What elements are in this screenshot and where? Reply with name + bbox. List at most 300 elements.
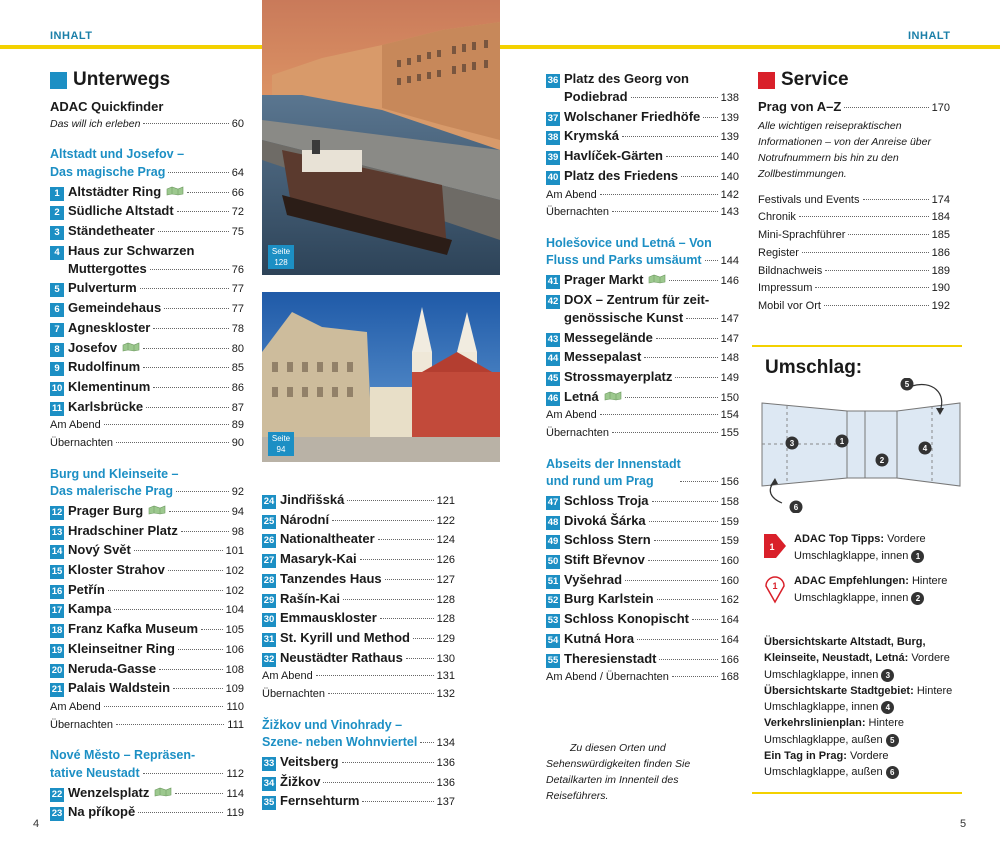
toc-entry-title: Nationaltheater [280, 531, 375, 547]
chapter-heading-row[interactable] [50, 164, 244, 183]
sight-number-badge: 55 [547, 654, 559, 666]
map-legend-item [764, 715, 959, 748]
toc-entry[interactable] [50, 116, 244, 134]
toc-entry-title: Mini-Sprachführer [758, 229, 846, 242]
toc-entry-page: 111 [227, 718, 244, 731]
toc-entry-title: Nový Svět [68, 542, 131, 558]
chapter-heading: Das malerische Prag [50, 484, 173, 499]
toc-entry[interactable] [50, 581, 244, 601]
toc-entry-page: 185 [931, 229, 950, 242]
toc-entry-title: Bildnachweis [758, 264, 823, 277]
toc-entry-title: Muttergottes [68, 260, 147, 276]
toc-entry-title: Haus zur Schwarzen [68, 242, 195, 258]
toc-entry-page: 121 [436, 495, 455, 507]
toc-entry-title: Impressum [758, 282, 813, 295]
map-icon [154, 786, 172, 796]
toc-entry-title: Am Abend [262, 670, 313, 683]
toc-entry-title: Veitsberg [280, 753, 339, 769]
chapter-heading[interactable]: Žižkov und Vinohrady – [262, 717, 403, 732]
toc-entry[interactable] [50, 522, 244, 542]
toc-list-nove [50, 784, 244, 823]
sight-number-badge: 38 [547, 132, 559, 144]
toc-entry[interactable] [758, 280, 950, 298]
toc-entry-page: 77 [231, 283, 244, 296]
toc-entry-title: Übernachten [546, 427, 609, 440]
toc-entry[interactable] [758, 245, 950, 263]
toc-entry[interactable] [546, 669, 739, 687]
toc-entry-page: 159 [720, 535, 739, 548]
sight-number-badge: 19 [51, 644, 63, 656]
toc-entry-page: 168 [720, 671, 739, 684]
toc-entry-page: 112 [226, 767, 244, 780]
toc-entry-page: 144 [720, 255, 739, 268]
diagram-marker: 1 [839, 437, 845, 446]
toc-entry[interactable] [546, 291, 739, 309]
toc-entry[interactable] [546, 147, 739, 167]
toc-entry[interactable] [50, 600, 244, 620]
toc-entry-page: 189 [931, 264, 950, 277]
toc-entry-title: Klementinum [68, 378, 151, 394]
toc-entry[interactable] [262, 668, 455, 686]
toc-entry[interactable] [262, 590, 455, 610]
svg-text:1: 1 [769, 542, 775, 552]
photo-prague-castle [262, 292, 500, 462]
toc-entry[interactable] [50, 242, 244, 260]
page-number-left: 4 [33, 818, 40, 830]
toc-entry[interactable] [546, 630, 739, 650]
chapter-heading-row[interactable] [546, 473, 739, 492]
toc-entry[interactable] [50, 339, 244, 359]
toc-entry-title: Národní [280, 511, 330, 527]
cover-fold-diagram [752, 378, 962, 513]
legend-label: Ein Tag in Prag: [764, 750, 850, 763]
toc-entry[interactable] [50, 541, 244, 561]
toc-entry-title: Schloss Stern [564, 532, 651, 548]
toc-entry-title: Südliche Altstadt [68, 203, 174, 219]
sight-number-badge: 15 [51, 566, 63, 578]
toc-entry-page: 192 [931, 299, 950, 312]
chapter-heading[interactable]: Nové Město – Repräsen- [50, 748, 196, 763]
toc-entry-title: Na příkopě [68, 804, 136, 820]
toc-entry-title: Josefov [68, 339, 118, 355]
toc-entry-title: Das will ich erleben [50, 117, 141, 130]
toc-entry-page: 106 [225, 643, 244, 656]
toc-entry[interactable] [50, 398, 244, 418]
map-icon [648, 273, 666, 283]
sight-number-badge: 25 [263, 515, 275, 527]
toc-entry-title: Am Abend [546, 188, 597, 201]
sight-number-badge: 48 [547, 516, 559, 528]
legend-label: Verkehrslinienplan: [764, 717, 869, 730]
toc-entry[interactable] [50, 222, 244, 242]
toc-entry[interactable] [546, 329, 739, 349]
sight-number-badge: 41 [547, 276, 559, 288]
toc-entry-title: Pulverturm [68, 280, 137, 296]
toc-entry[interactable] [546, 425, 739, 443]
map-icon [148, 504, 166, 514]
toc-entry-page: 155 [720, 427, 739, 440]
section-title: Unterwegs [73, 69, 171, 90]
toc-entry[interactable] [546, 610, 739, 630]
toc-entry-page: 166 [720, 653, 739, 666]
toc-entry[interactable] [546, 348, 739, 368]
svg-text:1: 1 [772, 581, 778, 591]
toc-entry-title: Ständetheater [68, 223, 155, 239]
sight-number-badge: 44 [547, 353, 559, 365]
toc-entry[interactable] [262, 753, 455, 773]
toc-entry-page: 132 [436, 688, 455, 701]
toc-entry-title: Gemeindehaus [68, 300, 162, 316]
toc-entry-page: 146 [720, 275, 739, 288]
diagram-marker: 5 [904, 380, 910, 389]
toc-entry-title: Rudolfinum [68, 359, 141, 375]
toc-entry[interactable] [50, 319, 244, 339]
toc-entry[interactable] [50, 803, 244, 823]
toc-entry-page: 90 [231, 437, 244, 450]
sight-number-badge: 18 [51, 625, 63, 637]
toc-entry[interactable] [50, 299, 244, 319]
toc-list-abseits [546, 492, 739, 669]
toc-entry-title: Vyšehrad [564, 571, 623, 587]
toc-entry-title: Platz des Georg von [564, 71, 689, 86]
badge-icon: 1 [911, 550, 924, 563]
map-legend-item [764, 634, 959, 683]
toc-entry-page: 86 [231, 381, 244, 394]
toc-entry-page: 76 [231, 263, 244, 276]
toc-entry-title: Mobil vor Ort [758, 299, 821, 312]
toc-entry-title: Fernsehturm [280, 793, 360, 809]
toc-entry[interactable] [546, 70, 739, 88]
toc-entry-title: Petřín [68, 581, 105, 597]
toc-entry-title: Übernachten [262, 688, 325, 701]
toc-entry-title: Kloster Strahov [68, 562, 165, 578]
sight-number-badge: 33 [263, 757, 275, 769]
toc-entry[interactable] [50, 378, 244, 398]
sight-number-badge: 12 [51, 506, 63, 518]
map-icon [659, 475, 677, 485]
toc-entry-title: Wenzelsplatz [68, 784, 150, 800]
toc-entry-title: Havlíček-Gärten [564, 148, 663, 164]
sight-number-badge: 13 [51, 526, 63, 538]
quickfinder-title: ADAC Quickfinder [50, 99, 164, 114]
toc-entry-title: Jindřišská [280, 492, 345, 507]
toc-entry[interactable] [546, 271, 739, 291]
toc-entry[interactable] [262, 491, 455, 511]
map-legend-item [764, 748, 959, 781]
sight-number-badge: 52 [547, 595, 559, 607]
diagram-marker: 3 [789, 439, 795, 448]
toc-entry-page: 147 [720, 312, 739, 325]
toc-entry-title: Agneskloster [68, 319, 151, 335]
toc-entry-title: Kleinseitner Ring [68, 640, 175, 656]
toc-entry[interactable] [50, 435, 244, 453]
map-icon [604, 390, 622, 400]
diagram-marker: 6 [793, 503, 799, 512]
legend-text: Vordere Umschlagklappe, außen [764, 750, 889, 779]
toc-entry[interactable] [262, 649, 455, 669]
chapter-heading[interactable]: Abseits der Innenstadt [546, 456, 681, 471]
chapter-heading: und rund um Prag [546, 474, 654, 489]
toc-entry-title: Neruda-Gasse [68, 660, 157, 676]
toc-entry[interactable] [50, 183, 244, 203]
toc-column-1 [50, 68, 244, 823]
toc-entry-title: Divoká Šárka [564, 512, 646, 528]
sight-number-badge: 42 [547, 295, 559, 307]
page-ref-badge: Seite 94 [268, 432, 294, 456]
toc-entry-page: 140 [720, 170, 739, 183]
badge-icon: 3 [881, 669, 894, 682]
toc-entry[interactable] [50, 502, 244, 522]
toc-entry[interactable] [546, 650, 739, 670]
sight-number-badge: 17 [51, 605, 63, 617]
toc-entry[interactable] [546, 204, 739, 222]
legend-text: Hintere Umschlagklappe, innen [794, 575, 948, 604]
toc-entry[interactable] [546, 88, 739, 108]
toc-entry[interactable] [50, 717, 244, 735]
toc-entry-title: Am Abend [50, 700, 101, 713]
toc-entry-page: 108 [225, 663, 244, 676]
page-number-right: 5 [960, 818, 967, 830]
toc-entry-title: Podiebrad [564, 89, 628, 104]
toc-entry-page: 128 [436, 613, 455, 626]
toc-entry-title: Am Abend [50, 419, 101, 432]
page-ref-badge: Seite 128 [268, 245, 294, 269]
toc-column-service [758, 68, 950, 316]
map-legend-list [764, 634, 959, 781]
sight-number-badge: 36 [547, 75, 559, 86]
sight-number-badge: 6 [50, 303, 64, 317]
toc-list-zizkov [262, 753, 455, 812]
toc-entry-page: 104 [225, 604, 244, 617]
legend-empfehlungen [764, 573, 964, 607]
chapter-heading-row[interactable] [546, 252, 739, 271]
toc-entry[interactable] [262, 609, 455, 629]
toc-entry-page: 98 [231, 525, 244, 538]
toc-entry-page: 170 [931, 102, 950, 114]
chapter-heading[interactable]: Altstadt und Josefov – [50, 147, 185, 162]
toc-list-holesovice [546, 271, 739, 407]
map-note [546, 740, 736, 804]
chapter-heading-row[interactable] [50, 483, 244, 502]
embankment-illustration [262, 0, 500, 275]
toc-entry[interactable] [758, 263, 950, 281]
sight-number-badge: 22 [51, 788, 63, 800]
toc-entry-page: 127 [436, 573, 455, 586]
toc-entry-title: Burg Karlstein [564, 591, 654, 607]
toc-entry[interactable] [546, 590, 739, 610]
toc-entry-page: 174 [931, 193, 950, 206]
toc-entry-page: 150 [720, 391, 739, 404]
legend-label: ADAC Empfehlungen: [794, 575, 909, 587]
toc-entry[interactable] [50, 417, 244, 435]
toc-entry-page: 162 [720, 594, 739, 607]
toc-entry[interactable] [262, 686, 455, 704]
chapter-heading: Szene- neben Wohnviertel [262, 735, 418, 750]
toc-entry[interactable] [50, 784, 244, 804]
chapter-heading[interactable]: Holešovice und Letná – Von [546, 235, 712, 250]
toc-entry-title: Strossmayerplatz [564, 368, 673, 384]
sight-number-badge: 11 [51, 402, 63, 414]
sight-number-badge: 47 [547, 496, 559, 508]
toc-entry-page: 129 [436, 632, 455, 645]
toc-entry-page: 136 [436, 776, 455, 789]
toc-entry-title: Festivals und Events [758, 193, 860, 206]
sight-number-badge: 51 [547, 575, 559, 587]
toc-entry[interactable] [50, 279, 244, 299]
toc-entry[interactable] [758, 98, 950, 118]
toc-entry[interactable] [758, 298, 950, 316]
header-rule-left [0, 45, 262, 49]
chapter-heading-row[interactable] [262, 734, 455, 753]
toc-entry-title: DOX – Zentrum für zeit- [564, 291, 710, 307]
toc-entry-title: Kutná Hora [564, 630, 635, 646]
toc-entry[interactable] [546, 531, 739, 551]
toc-entry[interactable] [50, 260, 244, 280]
photo-moldau-embankment [262, 0, 500, 275]
toc-entry-title: Am Abend [546, 409, 597, 422]
toc-entry[interactable] [262, 773, 455, 793]
chapter-heading: tative Neustadt [50, 765, 140, 780]
toc-entry[interactable] [546, 407, 739, 425]
header-label-right: INHALT [908, 30, 951, 42]
toc-entry-page: 142 [720, 188, 739, 201]
toc-entry[interactable] [50, 640, 244, 660]
toc-entry-page: 139 [720, 111, 739, 124]
sight-number-badge: 53 [547, 615, 559, 627]
toc-entry-title: Letná [564, 388, 599, 404]
toc-entry[interactable] [50, 679, 244, 699]
sight-number-badge: 9 [50, 362, 64, 376]
toc-entry-page: 164 [720, 633, 739, 646]
sight-number-badge: 5 [50, 283, 64, 297]
toc-entry-page: 164 [720, 614, 739, 627]
umschlag-title: Umschlag: [765, 357, 863, 378]
legend-text: Hintere Umschlagklappe, außen [764, 717, 905, 746]
toc-entry-title: Franz Kafka Museum [68, 621, 199, 637]
toc-entry[interactable] [546, 127, 739, 147]
toc-entry[interactable] [262, 530, 455, 550]
toc-entry[interactable] [546, 571, 739, 591]
toc-entry[interactable] [546, 388, 739, 408]
toc-entry[interactable] [50, 202, 244, 222]
umschlag-rule-top [752, 345, 962, 347]
toc-entry-title: Rašín-Kai [280, 590, 340, 606]
toc-entry[interactable] [546, 492, 739, 512]
toc-entry-page: 101 [225, 545, 244, 558]
sight-number-badge: 23 [51, 808, 63, 820]
toc-entry[interactable] [50, 660, 244, 680]
section-heading-service [758, 68, 950, 92]
toc-entry[interactable] [546, 187, 739, 205]
toc-entry-page: 160 [720, 555, 739, 568]
chapter-heading: Das magische Prag [50, 164, 166, 179]
sight-number-badge: 8 [50, 343, 64, 357]
toc-entry-page: 131 [436, 670, 455, 683]
toc-entry[interactable] [262, 511, 455, 531]
legend-text: Vordere Umschlagklappe, innen [794, 533, 926, 562]
toc-entry-title: Schloss Konopischt [564, 611, 689, 627]
prag-description: Alle wichtigen reisepraktischen Informationen – von der Anreise über Notrufnummern bis hin zu den Zollbestimmungen. [758, 119, 931, 180]
sight-number-badge: 10 [51, 382, 63, 394]
toc-entry-title: Register [758, 246, 799, 259]
toc-entry[interactable] [758, 192, 950, 210]
toc-entry[interactable] [546, 551, 739, 571]
map-icon [166, 185, 184, 195]
toc-entry[interactable] [262, 629, 455, 649]
toc-entry-title: Žižkov [280, 773, 321, 789]
toc-entry[interactable] [50, 358, 244, 378]
toc-entry[interactable] [50, 699, 244, 717]
chapter-heading[interactable]: Burg und Kleinseite – [50, 466, 179, 481]
toc-entry[interactable] [262, 570, 455, 590]
toc-entry-title: Palais Waldstein [68, 680, 171, 696]
toc-entry-page: 138 [720, 92, 739, 104]
toc-entry-page: 78 [231, 322, 244, 335]
toc-entry[interactable] [546, 309, 739, 329]
toc-entry-page: 77 [231, 303, 244, 316]
toc-entry[interactable] [546, 512, 739, 532]
chapter-heading-row[interactable] [50, 765, 244, 784]
legend-label: Übersichtskarte Stadtgebiet: [764, 684, 917, 697]
toc-entry[interactable] [546, 368, 739, 388]
toc-entry[interactable] [262, 550, 455, 570]
toc-entry-title: Krymská [564, 128, 619, 144]
sight-number-badge: 1 [50, 187, 64, 201]
toc-entry[interactable] [546, 108, 739, 128]
toc-entry-page: 143 [720, 206, 739, 219]
toc-entry[interactable] [758, 209, 950, 227]
sight-number-badge: 50 [547, 556, 559, 568]
toc-entry[interactable] [50, 561, 244, 581]
toc-entry[interactable] [546, 167, 739, 187]
toc-column-3 [546, 70, 739, 687]
toc-entry-page: 154 [720, 409, 739, 422]
toc-entry-page: 128 [436, 593, 455, 606]
toc-list-burg [50, 502, 244, 699]
toc-entry-page: 149 [720, 371, 739, 384]
toc-entry-page: 156 [720, 476, 739, 489]
toc-entry-title: Prager Burg [68, 502, 144, 518]
toc-column-2 [262, 491, 455, 812]
castle-illustration [262, 292, 500, 462]
sight-number-badge: 20 [51, 664, 63, 676]
sight-number-badge: 49 [547, 536, 559, 548]
toc-entry-page: 119 [226, 807, 244, 820]
toc-entry-page: 124 [436, 534, 455, 547]
diagram-marker: 2 [879, 456, 885, 465]
toc-entry-page: 158 [720, 495, 739, 508]
toc-entry[interactable] [758, 227, 950, 245]
diagram-marker: 4 [922, 444, 928, 453]
toc-entry-page: 60 [231, 117, 244, 130]
toc-entry-title: Prager Markt [564, 272, 644, 288]
sight-number-badge: 27 [263, 555, 275, 567]
legend-label: ADAC Top Tipps: [794, 533, 885, 545]
toc-entry[interactable] [50, 620, 244, 640]
toc-entry-title: Prag von A–Z [758, 99, 842, 114]
toc-entry-title: Tanzendes Haus [280, 570, 382, 586]
recommendation-pin-icon [764, 574, 786, 604]
section-heading-unterwegs [50, 68, 244, 92]
toc-entry[interactable] [262, 792, 455, 812]
sight-number-badge: 54 [547, 634, 559, 646]
toc-entry-page: 80 [231, 342, 244, 355]
map-legend-item [764, 683, 959, 716]
toc-entry-page: 148 [720, 352, 739, 365]
chapter-heading: Fluss und Parks umsäumt [546, 253, 702, 268]
badge-icon: 2 [911, 592, 924, 605]
toc-entry-title: Platz des Friedens [564, 167, 679, 183]
